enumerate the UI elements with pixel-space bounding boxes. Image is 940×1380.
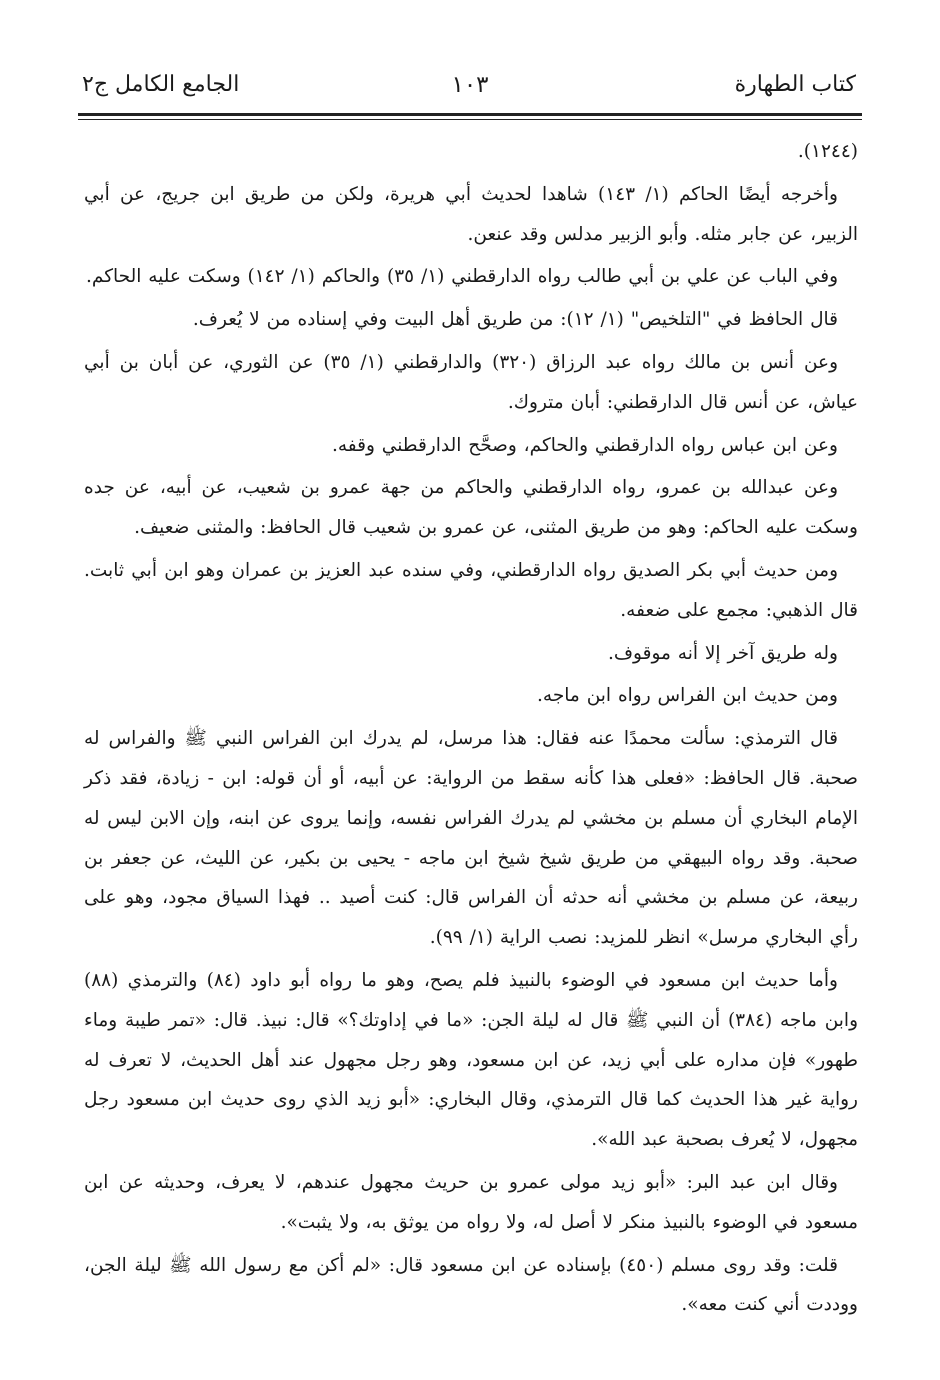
body-text xyxy=(84,132,858,1328)
paragraph: وأما حديث ابن مسعود في الوضوء بالنبيذ فلم يصح، وهو ما رواه أبو داود (٨٤) والترمذي (٨٨) وابن ماجه (٣٨٤) أن النبي ﷺ قال له ليلة الجن: «ما في إداوتك؟» قال: نبيذ. قال: «تمر طيبة وماء طهور» فإن مداره على أبي زيد، عن ابن مسعود، وهو رجل مجهول عند أهل الحديث، لا تعرف له رواية غير هذا الحديث كما قال الترمذي، وقال البخاري: «أبو زيد الذي روى حديث ابن مسعود رجل مجهول، لا يُعرف بصحبة عبد الله». xyxy=(84,969,858,1151)
paragraph: وله طريق آخر إلا أنه موقوف. xyxy=(607,642,838,664)
paragraph: ومن حديث أبي بكر الصديق رواه الدارقطني، وفي سنده عبد العزيز بن عمران وهو ابن أبي ثابت. قال الذهبي: مجمع على ضعفه. xyxy=(84,559,858,621)
paragraph: وعن أنس بن مالك رواه عبد الرزاق (٣٢٠) والدارقطني (١/ ٣٥) عن الثوري، عن أبان بن أبي عياش، عن أنس قال الدارقطني: أبان متروك. xyxy=(84,351,858,413)
header-rule-thin xyxy=(78,119,862,120)
paragraph: قلت: وقد روى مسلم (٤٥٠) بإسناده عن ابن مسعود قال: «لم أكن مع رسول الله ﷺ ليلة الجن، ووددت أني كنت معه». xyxy=(84,1254,858,1316)
paragraph: وعن عبدالله بن عمرو، رواه الدارقطني والحاكم من جهة عمرو بن شعيب، عن أبيه، عن جده وسكت عليه الحاكم: وهو من طريق المثنى، عن عمرو بن شعيب قال الحافظ: والمثنى ضعيف. xyxy=(84,477,858,539)
paragraph: قال الترمذي: سألت محمدًا عنه فقال: هذا مرسل، لم يدرك ابن الفراس النبي ﷺ والفراس له صحبة. قال الحافظ: «فعلى هذا كأنه سقط من الرواية: عن أبيه، أو أن قوله: ابن - زيادة، فقد ذكر الإمام البخاري أن مسلم بن مخشي لم يدرك الفراس نفسه، وإنما يروى عن ابنه، وإن الابن ليس له صحبة. وقد رواه البيهقي من طريق شيخ شيخ ابن ماجه - يحيى بن بكير، عن الليث، عن جعفر بن ربيعة، عن مسلم بن مخشي أنه حدثه أن الفراس قال: كنت أصيد .. فهذا السياق مجود، وهو على رأي البخاري مرسل» انظر للمزيد: نصب الراية (١/ ٩٩). xyxy=(84,728,858,949)
paragraph: وفي الباب عن علي بن أبي طالب رواه الدارقطني (١/ ٣٥) والحاكم (١/ ١٤٢) وسكت عليه الحاكم. xyxy=(86,266,838,288)
running-header xyxy=(78,62,862,112)
page-number: ١٠٣ xyxy=(451,72,489,98)
paragraph: قال الحافظ في "التلخيص" (١/ ١٢): من طريق أهل البيت وفي إسناده من لا يُعرف. xyxy=(192,309,838,331)
paragraph: وأخرجه أيضًا الحاكم (١/ ١٤٣) شاهدا لحديث أبي هريرة، ولكن من طريق ابن جريج، عن أبي الزبير، عن جابر مثله. وأبو الزبير مدلس وقد عنعن. xyxy=(84,183,858,245)
book-title: الجامع الكامل ج٢ xyxy=(82,72,240,97)
paragraph-continuation: (١٢٤٤). xyxy=(797,141,858,162)
header-rule-thick xyxy=(78,113,862,116)
paragraph: وقال ابن عبد البر: «أبو زيد مولى عمرو بن حريث مجهول عندهم، لا يعرف، وحديثه عن ابن مسعود في الوضوء بالنبيذ منكر لا أصل له، ولا رواه من يوثق به، ولا يثبت». xyxy=(84,1171,858,1233)
paragraph: وعن ابن عباس رواه الدارقطني والحاكم، وصحَّح الدارقطني وقفه. xyxy=(331,434,838,456)
section-title: كتاب الطهارة xyxy=(734,72,856,97)
paragraph: ومن حديث ابن الفراس رواه ابن ماجه. xyxy=(537,685,838,707)
